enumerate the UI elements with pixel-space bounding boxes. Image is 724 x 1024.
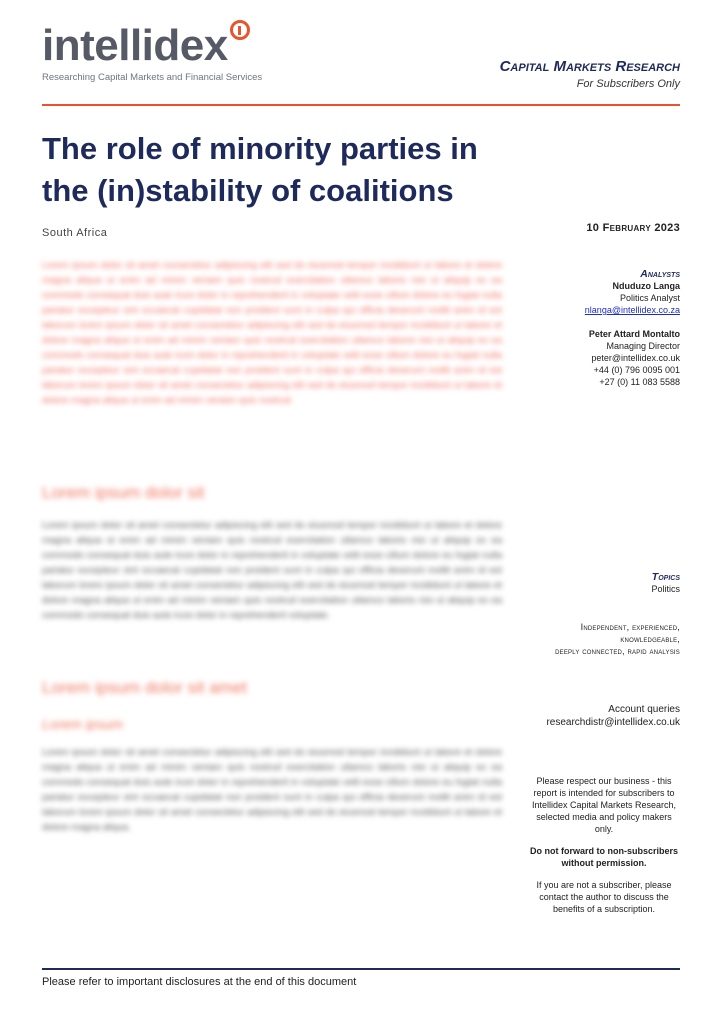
analyst-role: Managing Director — [606, 341, 680, 351]
analyst-email: peter@intellidex.co.uk — [591, 353, 680, 363]
analyst-phone: +27 (0) 11 083 5588 — [599, 377, 680, 387]
blurred-paragraph: Lorem ipsum dolor sit amet consectetur adipiscing elit sed do eiusmod tempor incididunt ut labore et dolore magna aliqua ut enim ad minim veniam quis nostrud exercitation ullamco laboris nisi ut aliquip ex ea commodo consequat duis aute irure dolor in reprehenderit in voluptate velit esse cillum dolore eu fugiat nulla pariatur excepteur sint occaecat cupidatat non proident sunt in culpa qui officia deserunt mollit anim id est laborum lorem ipsum dolor sit amet consectetur adipiscing elit sed do eiusmod tempor incididunt ut labore et dolore magna aliqua ut enim ad minim veniam quis nostrud exercitation ullamco laboris nisi ut aliquip ex ea commodo consequat duis aute irure dolor in reprehenderit voluptate. — [42, 520, 502, 621]
notice-paragraph: If you are not a subscriber, please contact the author to discuss the benefits of a subscription. — [536, 880, 672, 914]
report-date: 10 February 2023 — [586, 222, 680, 234]
blurred-section-heading: Lorem ipsum dolor sit amet — [42, 678, 248, 697]
notice-paragraph: Please respect our business - this report is intended for subscribers to Intellidex Capital Markets Research, selected media and policy makers only. — [531, 776, 677, 834]
header-divider — [42, 104, 680, 106]
slogan-block: Independent, experienced, knowledgeable, deeply connected, rapid analysis — [555, 622, 680, 656]
analyst-phone: +44 (0) 796 0095 001 — [593, 365, 680, 375]
logo-tagline: Researching Capital Markets and Financial Services — [42, 72, 263, 83]
account-queries-label: Account queries — [608, 704, 680, 715]
footer-divider — [42, 968, 680, 970]
series-title: Capital Markets Research — [499, 58, 680, 75]
topics-block — [651, 571, 680, 595]
blurred-subheading: Lorem ipsum — [42, 716, 123, 732]
account-queries-block — [546, 703, 680, 729]
blurred-section-heading: Lorem ipsum dolor sit — [42, 483, 205, 502]
analyst-email-link[interactable]: nlanga@intellidex.co.za — [584, 305, 680, 315]
account-queries-email: researchdistr@intellidex.co.uk — [546, 717, 680, 728]
topic-value: Politics — [651, 584, 680, 594]
audience-note: For Subscribers Only — [576, 78, 680, 90]
report-title: The role of minority parties in the (in)stability of coalitions — [42, 131, 478, 208]
blurred-paragraph: Lorem ipsum dolor sit amet consectetur adipiscing elit sed do eiusmod tempor incididunt ut labore et dolore magna aliqua ut enim ad minim veniam quis nostrud exercitation ullamco laboris nisi ut aliquip ex ea commodo consequat duis aute irure dolor in reprehenderit in voluptate velit esse cillum dolore eu fugiat nulla pariatur excepteur sint occaecat cupidatat non proident sunt in culpa qui officia deserunt mollit anim id est laborum lorem ipsum dolor sit amet consectetur adipiscing elit sed do eiusmod tempor incididunt ut labore et dolore magna aliqua. — [42, 747, 502, 833]
analysts-block — [585, 268, 680, 388]
analysts-heading: Analysts — [640, 268, 680, 280]
region-label: South Africa — [42, 227, 108, 239]
topics-heading: Topics — [651, 571, 680, 583]
logo-power-icon — [230, 20, 250, 40]
subscriber-notice — [528, 775, 680, 925]
analyst-role: Politics Analyst — [619, 293, 680, 303]
analyst-name: Peter Attard Montalto — [588, 329, 680, 339]
intellidex-logo — [42, 22, 250, 70]
blurred-summary: Lorem ipsum dolor sit amet consectetur adipiscing elit sed do eiusmod tempor incididunt ut labore et dolore magna aliqua ut enim ad minim veniam quis nostrud exercitation ullamco laboris nisi ut aliquip ex ea commodo consequat duis aute irure dolor in reprehenderit in voluptate velit esse cillum dolore eu fugiat nulla pariatur excepteur sint occaecat cupidatat non proident sunt in culpa qui officia deserunt mollit anim id est laborum lorem ipsum dolor sit amet consectetur adipiscing elit sed do eiusmod tempor incididunt ut labore et dolore magna aliqua ut enim ad minim veniam quis nostrud exercitation ullamco laboris nisi ut aliquip ex ea commodo consequat duis aute irure dolor in reprehenderit in voluptate velit esse cillum dolore eu fugiat nulla pariatur excepteur sint occaecat cupidatat non proident sunt in culpa qui officia deserunt mollit anim id est laborum lorem ipsum dolor sit amet consectetur adipiscing elit sed do eiusmod tempor incididunt ut labore et dolore magna aliqua ut enim ad minim veniam quis nostrud. — [42, 260, 502, 406]
disclosure-footer: Please refer to important disclosures at the end of this document — [42, 976, 357, 988]
notice-warning: Do not forward to non-subscribers without permission. — [529, 846, 678, 868]
analyst-name: Nduduzo Langa — [612, 281, 680, 291]
logo-text: intellidex — [42, 21, 228, 70]
